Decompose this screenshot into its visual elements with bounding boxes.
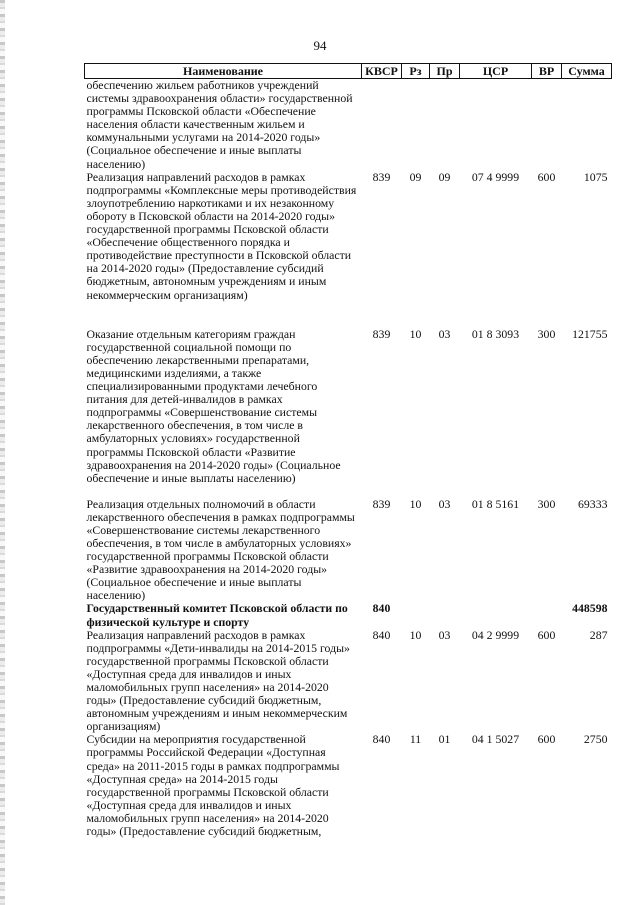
row-rz: 11 (409, 732, 422, 747)
table-row (85, 328, 612, 498)
row-csr: 01 8 5161 (471, 496, 520, 511)
row-kvsr: 839 (372, 496, 391, 511)
row-name: Государственный комитет Псковской области по физической культуре и спорту (86, 601, 348, 629)
row-rz: 10 (409, 496, 422, 511)
row-name: Реализация направлений расходов в рамках подпрограммы «Комплексные меры противодействия злоупотреблению наркотиками и их незаконному обороту в Псковской области на 2014-2020 годы» государственной программы Псковской области «Обеспечение общественного порядка и противодействие преступности в Псковской области на 2014-2020 годы» (Предоставление субсидий бюджетным, автономным учреждениям и иным некоммерческим организациям) (86, 169, 357, 302)
row-csr: 04 1 5027 (471, 732, 520, 747)
row-vr: 600 (537, 627, 556, 642)
row-pr (430, 79, 460, 171)
row-kvsr: 840 (372, 601, 391, 616)
header-csr: ЦСР (460, 64, 532, 79)
row-vr (532, 602, 562, 628)
row-sum (562, 79, 612, 171)
row-csr (460, 79, 532, 171)
row-name: Реализация отдельных полномочий в области лекарственного обеспечения в рамках подпрограммы «Совершенствование системы лекарственного обеспечения, в том числе в амбулаторных условиях» государственной программы Псковской области «Развитие здравоохранения на 2014-2020 годы» (Социальное обеспечение и иные выплаты населению) (86, 496, 355, 603)
header-rz: Рз (402, 64, 430, 79)
table-row (85, 733, 612, 838)
row-pr: 03 (438, 326, 451, 341)
row-name: Оказание отдельным категориям граждан государственной социальной помощи по обеспечению лекарственными препаратами, медицинскими изделиями, а также специализированными продуктами лечебного питания для детей-инвалидов в рамках подпрограммы «Совершенствование системы лекарственного обеспечения, в том числе в амбулаторных условиях» государственной программы Псковской области «Развитие здравоохранения на 2014-2020 годы» (Социальное обеспечение и иные выплаты населению) (86, 326, 341, 485)
row-csr: 01 8 3093 (471, 326, 520, 341)
row-sum: 448598 (572, 601, 608, 616)
row-sum: 69333 (578, 496, 608, 511)
row-vr: 600 (537, 169, 556, 184)
row-vr: 300 (537, 496, 556, 511)
row-csr (460, 602, 532, 628)
row-sum: 2750 (583, 732, 608, 747)
row-csr: 07 4 9999 (471, 169, 520, 184)
row-rz: 10 (409, 326, 422, 341)
row-name: обеспечению жильем работников учреждений системы здравоохранения области» государственной программы Псковской области «Обеспечение населения области качественным жильем и коммунальными услугами на 2014-2020 годы» (Социальное обеспечение и иные выплаты населению) (86, 78, 353, 171)
row-kvsr: 839 (372, 169, 391, 184)
row-csr: 04 2 9999 (471, 627, 520, 642)
row-rz (402, 79, 430, 171)
table-row-section-header (85, 602, 612, 628)
row-vr: 600 (537, 732, 556, 747)
header-pr: Пр (430, 64, 460, 79)
budget-table (84, 63, 612, 838)
row-rz: 09 (409, 169, 422, 184)
header-name: Наименование (85, 64, 362, 79)
row-pr: 01 (438, 732, 451, 747)
row-pr: 03 (438, 627, 451, 642)
row-vr (532, 79, 562, 171)
row-kvsr (362, 79, 402, 171)
row-sum: 287 (589, 627, 608, 642)
row-rz (402, 602, 430, 628)
row-kvsr: 840 (372, 732, 391, 747)
table-row (85, 629, 612, 734)
row-vr: 300 (537, 326, 556, 341)
row-name: Субсидии на мероприятия государственной программы Российской Федерации «Доступная среда» на 2011-2015 годы в рамках подпрограммы «Доступная среда» на 2014-2015 годы государственной программы Псковской области «Доступная среда для инвалидов и иных маломобильных групп населения» на 2014-2020 годы» (Предоставление субсидий бюджетным, (86, 732, 340, 838)
row-rz: 10 (409, 627, 422, 642)
header-kvsr: КВСР (362, 64, 402, 79)
header-sum: Сумма (562, 64, 612, 79)
table-row (85, 79, 612, 171)
table-row (85, 498, 612, 603)
row-pr: 03 (438, 496, 451, 511)
table-row (85, 171, 612, 328)
scan-edge-artifact (0, 0, 5, 905)
row-pr: 09 (438, 169, 451, 184)
row-kvsr: 839 (372, 326, 391, 341)
row-kvsr: 840 (372, 627, 391, 642)
page-number: 94 (313, 38, 327, 53)
row-name: Реализация направлений расходов в рамках подпрограммы «Дети-инвалиды на 2014-2015 годы» государственной программы Псковской области «Доступная среда для инвалидов и иных маломобильных групп населения» на 2014-2020 годы» (Предоставление субсидий бюджетным, автономным учреждениям и иным некоммерческим организациям) (86, 627, 350, 734)
header-vr: ВР (532, 64, 562, 79)
row-sum: 121755 (572, 326, 608, 341)
row-pr (430, 602, 460, 628)
row-sum: 1075 (583, 169, 608, 184)
table-header-row (85, 64, 612, 79)
